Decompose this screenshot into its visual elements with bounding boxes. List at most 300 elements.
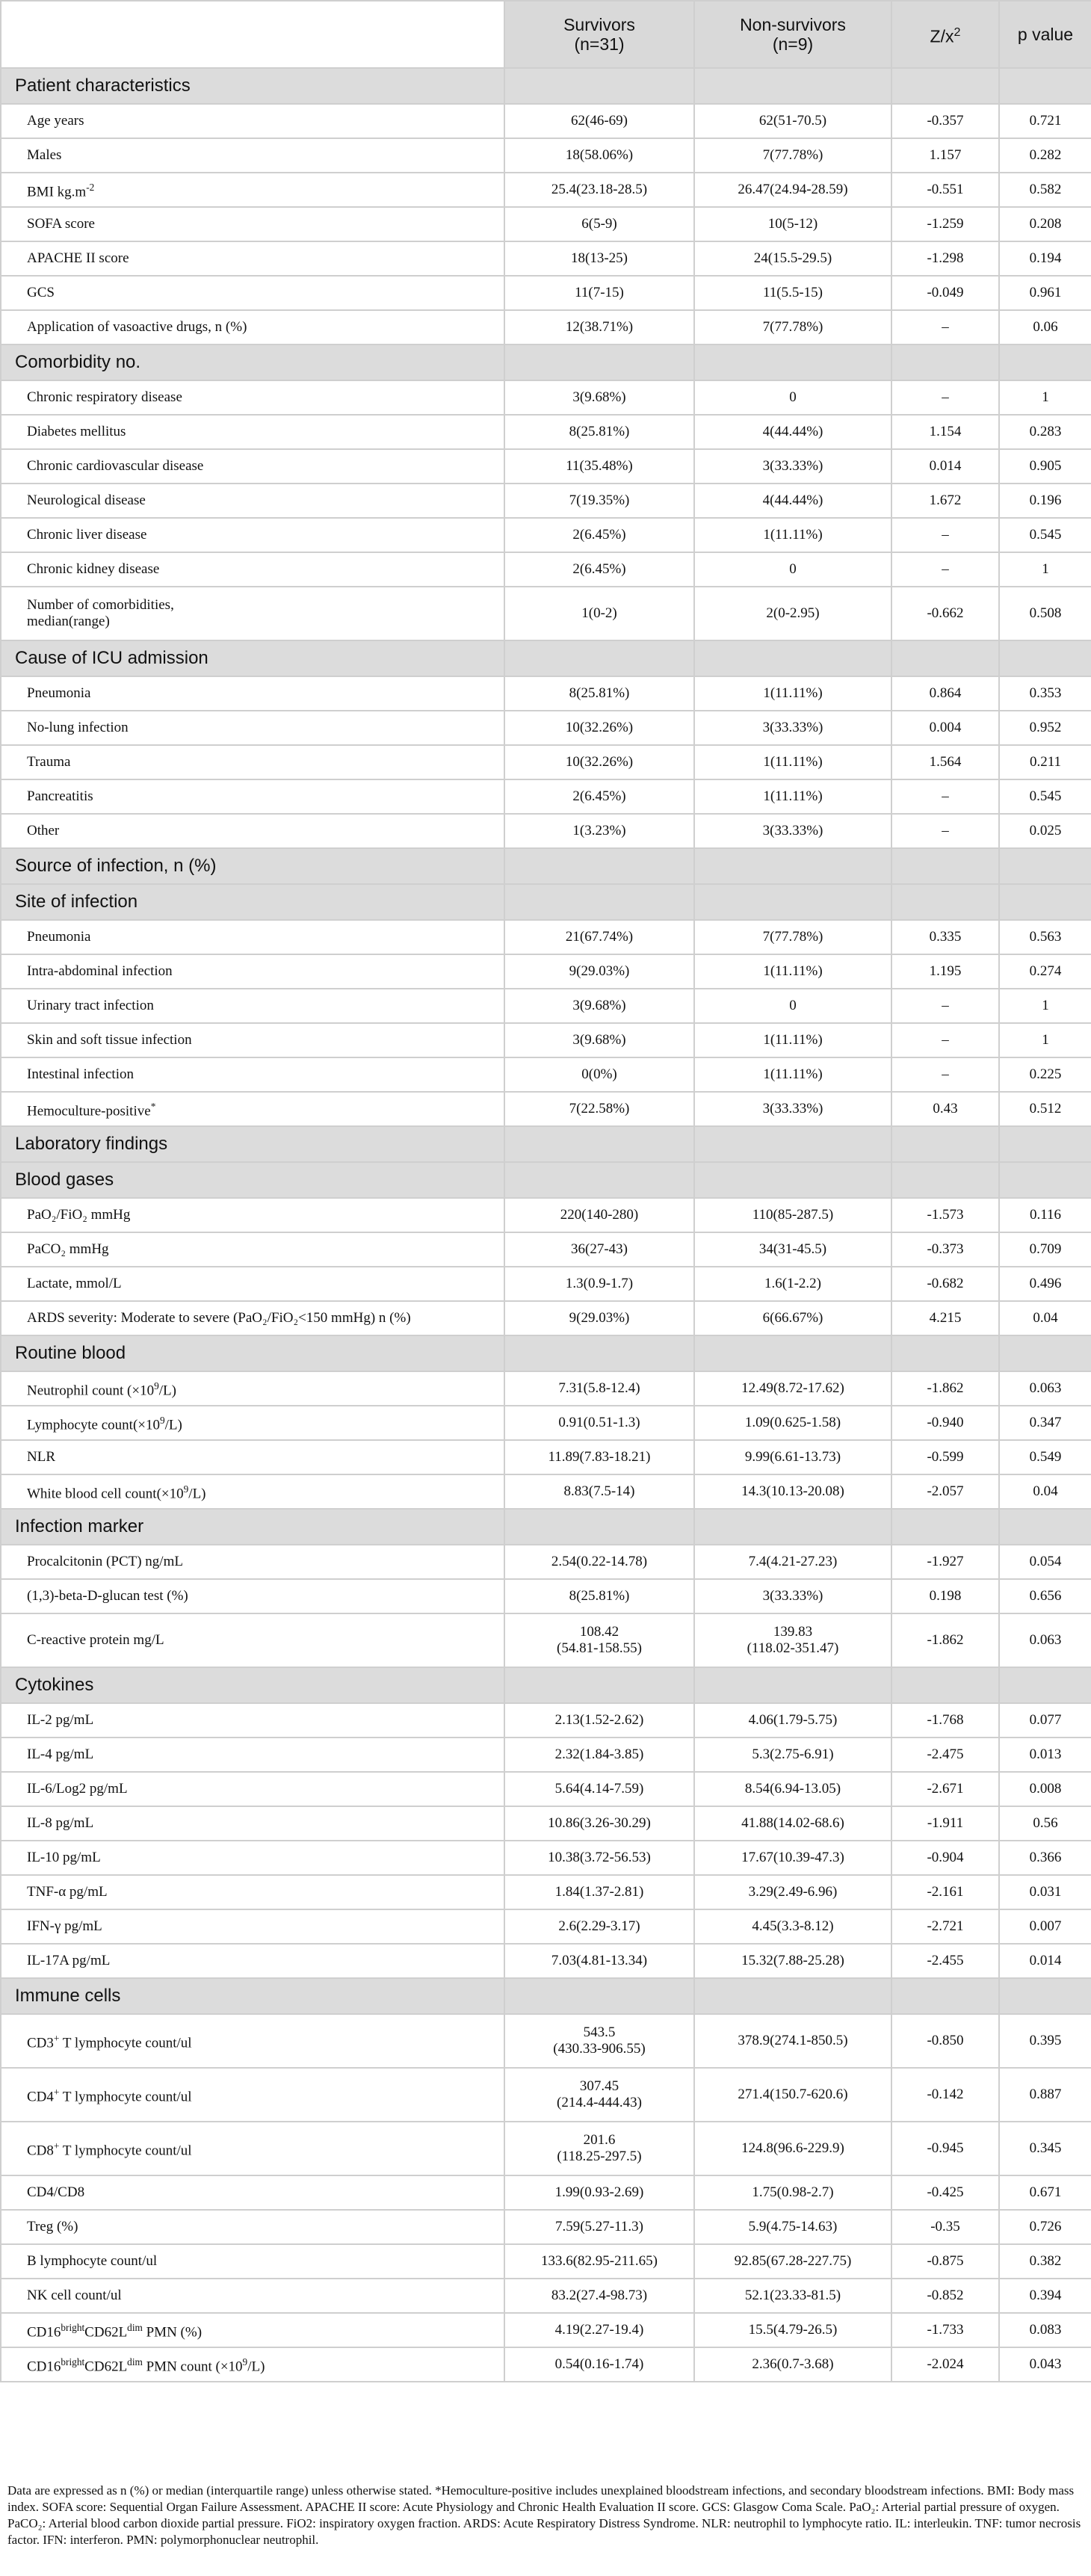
survivors-value: [504, 2068, 694, 2122]
survivors-value: [504, 1023, 694, 1057]
nonsurvivors-value: [694, 1545, 891, 1579]
z-value: -0.875: [891, 2244, 999, 2279]
row-label: [1, 1440, 504, 1474]
section-title: Patient characteristics: [1, 68, 504, 104]
z-value: -1.573: [891, 1198, 999, 1232]
row-label-part: CD4/CD8: [27, 2184, 85, 2200]
z-value: -1.862: [891, 1371, 999, 1406]
nonsurvivors-value: [694, 814, 891, 848]
survivors-value: [504, 2122, 694, 2175]
table-row: [1, 779, 1091, 814]
section-filler-cell: [999, 1509, 1091, 1545]
row-label-part: Intra-abdominal infection: [27, 963, 173, 979]
table-row: [1, 138, 1091, 173]
row-label-part: No-lung infection: [27, 720, 129, 735]
nonsurvivors-value-text: 4(44.44%): [762, 424, 823, 439]
survivors-value: [504, 2347, 694, 2382]
row-label: [1, 920, 504, 954]
survivors-value-text: 108.42: [579, 1624, 619, 1640]
survivors-value: [504, 779, 694, 814]
survivors-value: [504, 676, 694, 711]
z-value: 1.195: [891, 954, 999, 989]
row-label-part: +: [53, 2140, 60, 2152]
survivors-value: [504, 1806, 694, 1841]
row-label: [1, 2122, 504, 2175]
nonsurvivors-value-text: 139.83: [773, 1624, 813, 1640]
survivors-value-text: 25.4(23.18-28.5): [551, 182, 648, 197]
survivors-value: [504, 552, 694, 587]
header-survivors: [504, 1, 694, 68]
nonsurvivors-value: [694, 920, 891, 954]
p-value: 0.545: [999, 779, 1091, 814]
nonsurvivors-value-text: 124.8(96.6-229.9): [741, 2140, 844, 2156]
survivors-value-text: 7(22.58%): [569, 1101, 630, 1116]
section-filler-cell: [999, 640, 1091, 676]
row-label: [1, 989, 504, 1023]
section-filler-cell: [891, 640, 999, 676]
row-label-part: /L): [158, 1383, 176, 1399]
p-value: 0.025: [999, 814, 1091, 848]
nonsurvivors-value: [694, 449, 891, 484]
z-value: -0.599: [891, 1440, 999, 1474]
row-label: [1, 2068, 504, 2122]
nonsurvivors-value-text: 1.09(0.625-1.58): [744, 1415, 841, 1430]
section-filler-cell: [504, 1509, 694, 1545]
survivors-value: [504, 954, 694, 989]
p-value: 0.083: [999, 2313, 1091, 2347]
z-value: -0.940: [891, 1406, 999, 1440]
survivors-value-text: (54.81-158.55): [557, 1640, 642, 1656]
table-row: [1, 711, 1091, 745]
section-filler-cell: [504, 1978, 694, 2014]
nonsurvivors-value: [694, 484, 891, 518]
nonsurvivors-value-text: 92.85(67.28-227.75): [734, 2253, 852, 2269]
nonsurvivors-value: [694, 380, 891, 415]
p-value: 0.196: [999, 484, 1091, 518]
section-filler-cell: [999, 1126, 1091, 1162]
nonsurvivors-value: [694, 2313, 891, 2347]
z-value: -2.024: [891, 2347, 999, 2382]
table-row: [1, 2014, 1091, 2068]
z-value: 4.215: [891, 1301, 999, 1335]
row-label-part: Skin and soft tissue infection: [27, 1032, 192, 1048]
z-value: 1.157: [891, 138, 999, 173]
p-value: 0.394: [999, 2279, 1091, 2313]
row-label: [1, 1371, 504, 1406]
section-header: [1, 1667, 1091, 1703]
row-label-part: SOFA score: [27, 216, 95, 232]
row-label: [1, 1232, 504, 1267]
section-title: Cause of ICU admission: [1, 640, 504, 676]
nonsurvivors-value: [694, 1406, 891, 1440]
p-value: 0.031: [999, 1875, 1091, 1909]
section-filler-cell: [999, 1978, 1091, 2014]
header-z-label: Z/x: [930, 26, 954, 46]
survivors-value-text: 0(0%): [581, 1066, 617, 1082]
row-label: [1, 276, 504, 310]
survivors-value-text: 0.91(0.51-1.3): [558, 1415, 640, 1430]
survivors-value: [504, 1703, 694, 1738]
survivors-value: [504, 745, 694, 779]
z-value: -0.049: [891, 276, 999, 310]
z-value: -0.142: [891, 2068, 999, 2122]
table-header: [1, 1, 1091, 68]
nonsurvivors-value: [694, 1875, 891, 1909]
table-row: [1, 1772, 1091, 1806]
row-label-part: IL-6/Log2 pg/mL: [27, 1781, 128, 1797]
row-label-part: CD62L: [84, 2359, 128, 2375]
row-label-part: CD16: [27, 2359, 61, 2375]
nonsurvivors-value: [694, 1772, 891, 1806]
survivors-value-text: 12(38.71%): [565, 319, 634, 335]
row-label: [1, 814, 504, 848]
nonsurvivors-value-text: 1(11.11%): [763, 527, 823, 543]
survivors-value: [504, 1738, 694, 1772]
nonsurvivors-value: [694, 2210, 891, 2244]
z-value: -0.425: [891, 2175, 999, 2210]
row-label-part: Hemoculture-positive: [27, 1103, 151, 1119]
survivors-value-text: 18(13-25): [571, 250, 628, 266]
p-value: 0.063: [999, 1613, 1091, 1667]
p-value: 0.353: [999, 676, 1091, 711]
section-filler-cell: [504, 848, 694, 884]
survivors-value-text: 7.59(5.27-11.3): [554, 2219, 644, 2234]
row-label-part: /L): [188, 1486, 206, 1502]
survivors-value: [504, 1545, 694, 1579]
p-value: 0.06: [999, 310, 1091, 345]
z-value: -1.259: [891, 207, 999, 241]
table-row: [1, 1545, 1091, 1579]
p-value: 0.211: [999, 745, 1091, 779]
row-label-part: T lymphocyte count/ul: [59, 2035, 192, 2051]
survivors-value-text: 7.31(5.8-12.4): [558, 1380, 640, 1396]
p-value: 0.04: [999, 1301, 1091, 1335]
survivors-value-text: 62(46-69): [571, 113, 628, 129]
nonsurvivors-value-text: 3(33.33%): [762, 720, 823, 735]
survivors-value: [504, 1057, 694, 1092]
p-value: 0.549: [999, 1440, 1091, 1474]
p-value: 0.007: [999, 1909, 1091, 1944]
p-value: 0.395: [999, 2014, 1091, 2068]
row-label: [1, 1703, 504, 1738]
z-value: -0.662: [891, 587, 999, 640]
survivors-value-text: 133.6(82.95-211.65): [540, 2253, 658, 2269]
survivors-value: [504, 173, 694, 207]
row-label-part: (1,3)-beta-D-glucan test (%): [27, 1588, 188, 1604]
row-label-part: bright: [61, 2321, 85, 2333]
row-label-part: Urinary tract infection: [27, 998, 154, 1013]
z-value: -2.721: [891, 1909, 999, 1944]
table-row: [1, 1944, 1091, 1978]
nonsurvivors-value: [694, 954, 891, 989]
section-filler-cell: [504, 68, 694, 104]
row-label: [1, 1579, 504, 1613]
survivors-value-text: 11.89(7.83-18.21): [548, 1449, 651, 1465]
survivors-value-text: 8(25.81%): [569, 1588, 630, 1604]
nonsurvivors-value: [694, 104, 891, 138]
section-title: Site of infection: [1, 884, 504, 920]
survivors-value-text: 36(27-43): [571, 1241, 628, 1257]
z-value: -2.455: [891, 1944, 999, 1978]
row-label: [1, 1875, 504, 1909]
survivors-value-text: 10(32.26%): [565, 720, 634, 735]
row-label: [1, 1092, 504, 1126]
nonsurvivors-value-text: 7(77.78%): [762, 319, 823, 335]
row-label: [1, 310, 504, 345]
z-value: –: [891, 814, 999, 848]
nonsurvivors-value-text: (118.02-351.47): [747, 1640, 839, 1656]
section-header: [1, 640, 1091, 676]
nonsurvivors-value-text: 3(33.33%): [762, 1101, 823, 1116]
table-row: [1, 1875, 1091, 1909]
z-value: 0.198: [891, 1579, 999, 1613]
nonsurvivors-value: [694, 1579, 891, 1613]
nonsurvivors-value: [694, 207, 891, 241]
row-label: [1, 2313, 504, 2347]
z-value: -1.733: [891, 2313, 999, 2347]
table-row: [1, 104, 1091, 138]
section-filler-cell: [694, 1126, 891, 1162]
nonsurvivors-value: [694, 1232, 891, 1267]
row-label: [1, 104, 504, 138]
section-title: Cytokines: [1, 1667, 504, 1703]
table-row: [1, 920, 1091, 954]
row-label: [1, 1198, 504, 1232]
nonsurvivors-value: [694, 711, 891, 745]
table-footnote: Data are expressed as n (%) or median (interquartile range) unless otherwise stated. *Hemoculture-positive includes unexplained bloodstream infections, and secondary bloodstream infections. BMI: Body mass index. SOFA score: Sequential Organ Failure Assessment. APACHE II score: Acute Physiology and Chronic Health Evaluation II score. GCS: Glasgow Coma Scale. PaO₂: Arterial partial pressure of oxygen. PaCO₂: Arterial blood carbon dioxide partial pressure. FiO2: inspiratory oxygen fraction. ARDS: Acute Respiratory Distress Syndrome. NLR: neutrophil to lymphocyte ratio. IL: interleukin. TNF: tumor necrosis factor. IFN: interferon. PMN: polymorphonuclear neutrophil.: [7, 2483, 1081, 2547]
section-filler-cell: [504, 1335, 694, 1371]
nonsurvivors-value: [694, 276, 891, 310]
survivors-value: [504, 1267, 694, 1301]
nonsurvivors-value: [694, 310, 891, 345]
nonsurvivors-value-text: 34(31-45.5): [758, 1241, 827, 1257]
section-header: [1, 1509, 1091, 1545]
nonsurvivors-value-text: 1(11.11%): [763, 1066, 823, 1082]
p-value: 0.054: [999, 1545, 1091, 1579]
row-label-part: 9: [183, 1483, 189, 1495]
p-value: 0.208: [999, 207, 1091, 241]
row-label-part: PMN (%): [142, 2324, 203, 2341]
row-label: [1, 1474, 504, 1509]
nonsurvivors-value: [694, 552, 891, 587]
z-value: -0.373: [891, 1232, 999, 1267]
table-row: [1, 415, 1091, 449]
z-value: –: [891, 518, 999, 552]
z-value: -0.357: [891, 104, 999, 138]
survivors-value-text: 2(6.45%): [572, 527, 626, 543]
survivors-value: [504, 2210, 694, 2244]
nonsurvivors-value: [694, 1806, 891, 1841]
nonsurvivors-value: [694, 676, 891, 711]
row-label-part: Males: [27, 147, 62, 163]
table-row: [1, 1406, 1091, 1440]
row-label-part: 9: [242, 2356, 248, 2367]
row-label-part: 9: [160, 1414, 165, 1426]
p-value: 0.274: [999, 954, 1091, 989]
survivors-value: [504, 1198, 694, 1232]
section-header: [1, 345, 1091, 380]
section-title: Blood gases: [1, 1162, 504, 1198]
section-filler-cell: [694, 1667, 891, 1703]
nonsurvivors-value-text: 1(11.11%): [763, 754, 823, 770]
survivors-value: [504, 241, 694, 276]
section-header: [1, 1978, 1091, 2014]
section-header: [1, 1162, 1091, 1198]
survivors-value: [504, 1406, 694, 1440]
row-label-part: CD3: [27, 2035, 54, 2051]
table-row: [1, 1057, 1091, 1092]
p-value: 0.656: [999, 1579, 1091, 1613]
section-filler-cell: [694, 884, 891, 920]
nonsurvivors-value: [694, 1301, 891, 1335]
z-value: -2.671: [891, 1772, 999, 1806]
p-value: 0.709: [999, 1232, 1091, 1267]
survivors-value: [504, 2014, 694, 2068]
section-filler-cell: [891, 1978, 999, 2014]
section-filler-cell: [504, 1126, 694, 1162]
survivors-value: [504, 2175, 694, 2210]
nonsurvivors-value: [694, 745, 891, 779]
section-filler-cell: [891, 345, 999, 380]
section-filler-cell: [999, 68, 1091, 104]
section-filler-cell: [999, 345, 1091, 380]
survivors-value-text: 543.5: [583, 2024, 616, 2040]
z-value: -0.35: [891, 2210, 999, 2244]
survivors-value-text: (118.25-297.5): [557, 2149, 642, 2164]
row-label: [1, 711, 504, 745]
survivors-value: [504, 484, 694, 518]
table-row: [1, 449, 1091, 484]
survivors-value-text: 11(35.48%): [566, 458, 633, 474]
table-row: [1, 1023, 1091, 1057]
nonsurvivors-value: [694, 2175, 891, 2210]
table-row: [1, 518, 1091, 552]
section-filler-cell: [504, 345, 694, 380]
row-label-part: Diabetes mellitus: [27, 424, 126, 439]
nonsurvivors-value-text: 26.47(24.94-28.59): [738, 182, 848, 197]
row-label: [1, 173, 504, 207]
row-label-part: CD8: [27, 2143, 54, 2159]
row-label: [1, 449, 504, 484]
nonsurvivors-value-text: 7.4(4.21-27.23): [748, 1554, 838, 1569]
p-value: 0.671: [999, 2175, 1091, 2210]
nonsurvivors-value: [694, 415, 891, 449]
row-label: [1, 138, 504, 173]
nonsurvivors-value-text: 5.3(2.75-6.91): [752, 1746, 834, 1762]
table-row: [1, 1909, 1091, 1944]
row-label-part: dim: [127, 2321, 143, 2333]
row-label-part: C-reactive protein mg/L: [27, 1632, 164, 1648]
row-label-part: White blood cell count(×10: [27, 1486, 184, 1502]
survivors-value-text: 2.32(1.84-3.85): [554, 1746, 644, 1762]
p-value: 0.512: [999, 1092, 1091, 1126]
survivors-value-text: 9(29.03%): [569, 1310, 630, 1326]
survivors-value: [504, 1371, 694, 1406]
p-value: 0.013: [999, 1738, 1091, 1772]
p-value: 0.56: [999, 1806, 1091, 1841]
p-value: 1: [999, 380, 1091, 415]
nonsurvivors-value: [694, 2068, 891, 2122]
z-value: 1.154: [891, 415, 999, 449]
row-label: [1, 2210, 504, 2244]
header-nonsurvivors-label: Non-survivors: [740, 15, 846, 34]
survivors-value-text: 201.6: [583, 2132, 616, 2148]
survivors-value-text: (430.33-906.55): [553, 2041, 646, 2057]
survivors-value-text: 1.3(0.9-1.7): [565, 1276, 634, 1291]
row-label-part: median(range): [27, 614, 110, 629]
z-value: -1.862: [891, 1613, 999, 1667]
z-value: -1.768: [891, 1703, 999, 1738]
nonsurvivors-value-text: 0: [789, 998, 797, 1013]
z-value: –: [891, 989, 999, 1023]
row-label-part: Neurological disease: [27, 492, 146, 508]
row-label: [1, 1806, 504, 1841]
survivors-value: [504, 1474, 694, 1509]
row-label-part: Chronic cardiovascular disease: [27, 458, 204, 474]
table-row: [1, 1738, 1091, 1772]
nonsurvivors-value-text: 1(11.11%): [763, 685, 823, 701]
p-value: 0.063: [999, 1371, 1091, 1406]
row-label-part: CD4: [27, 2089, 54, 2105]
nonsurvivors-value-text: 3(33.33%): [762, 823, 823, 838]
section-filler-cell: [694, 68, 891, 104]
survivors-value: [504, 920, 694, 954]
table-row: [1, 2210, 1091, 2244]
section-title: Source of infection, n (%): [1, 848, 504, 884]
row-label-part: CD16: [27, 2324, 61, 2341]
table-row: [1, 989, 1091, 1023]
survivors-value-text: 2.13(1.52-2.62): [554, 1712, 644, 1728]
row-label: [1, 2347, 504, 2382]
p-value: 0.563: [999, 920, 1091, 954]
survivors-value-text: 21(67.74%): [565, 929, 634, 945]
nonsurvivors-value-text: 4.45(3.3-8.12): [752, 1918, 834, 1934]
survivors-value-text: 0.54(0.16-1.74): [554, 2356, 644, 2372]
z-value: –: [891, 779, 999, 814]
nonsurvivors-value: [694, 241, 891, 276]
row-label-part: *: [150, 1100, 156, 1112]
z-value: 0.43: [891, 1092, 999, 1126]
table-row: [1, 1806, 1091, 1841]
p-value: 0.726: [999, 2210, 1091, 2244]
survivors-value-text: 1(3.23%): [572, 823, 626, 838]
row-label: [1, 587, 504, 640]
p-value: 1: [999, 552, 1091, 587]
p-value: 0.366: [999, 1841, 1091, 1875]
p-value: 0.582: [999, 173, 1091, 207]
row-label-part: Intestinal infection: [27, 1066, 134, 1082]
survivors-value: [504, 310, 694, 345]
survivors-value-text: 307.45: [579, 2078, 619, 2094]
nonsurvivors-value: [694, 2244, 891, 2279]
z-value: -1.298: [891, 241, 999, 276]
nonsurvivors-value-text: 0: [789, 389, 797, 405]
survivors-value: [504, 1772, 694, 1806]
p-value: 0.283: [999, 415, 1091, 449]
row-label-part: T lymphocyte count/ul: [59, 2089, 192, 2105]
nonsurvivors-value-text: 8.54(6.94-13.05): [744, 1781, 841, 1797]
header-z: [891, 1, 999, 68]
row-label-part: GCS: [27, 285, 55, 300]
nonsurvivors-value-text: 2.36(0.7-3.68): [752, 2356, 834, 2372]
survivors-value-text: 2(6.45%): [572, 788, 626, 804]
p-value: 0.008: [999, 1772, 1091, 1806]
nonsurvivors-value-text: 5.9(4.75-14.63): [748, 2219, 838, 2234]
section-filler-cell: [504, 1162, 694, 1198]
row-label-part: NLR: [27, 1449, 55, 1465]
header-survivors-n: (n=31): [574, 34, 625, 54]
row-label-part: Other: [27, 823, 60, 838]
